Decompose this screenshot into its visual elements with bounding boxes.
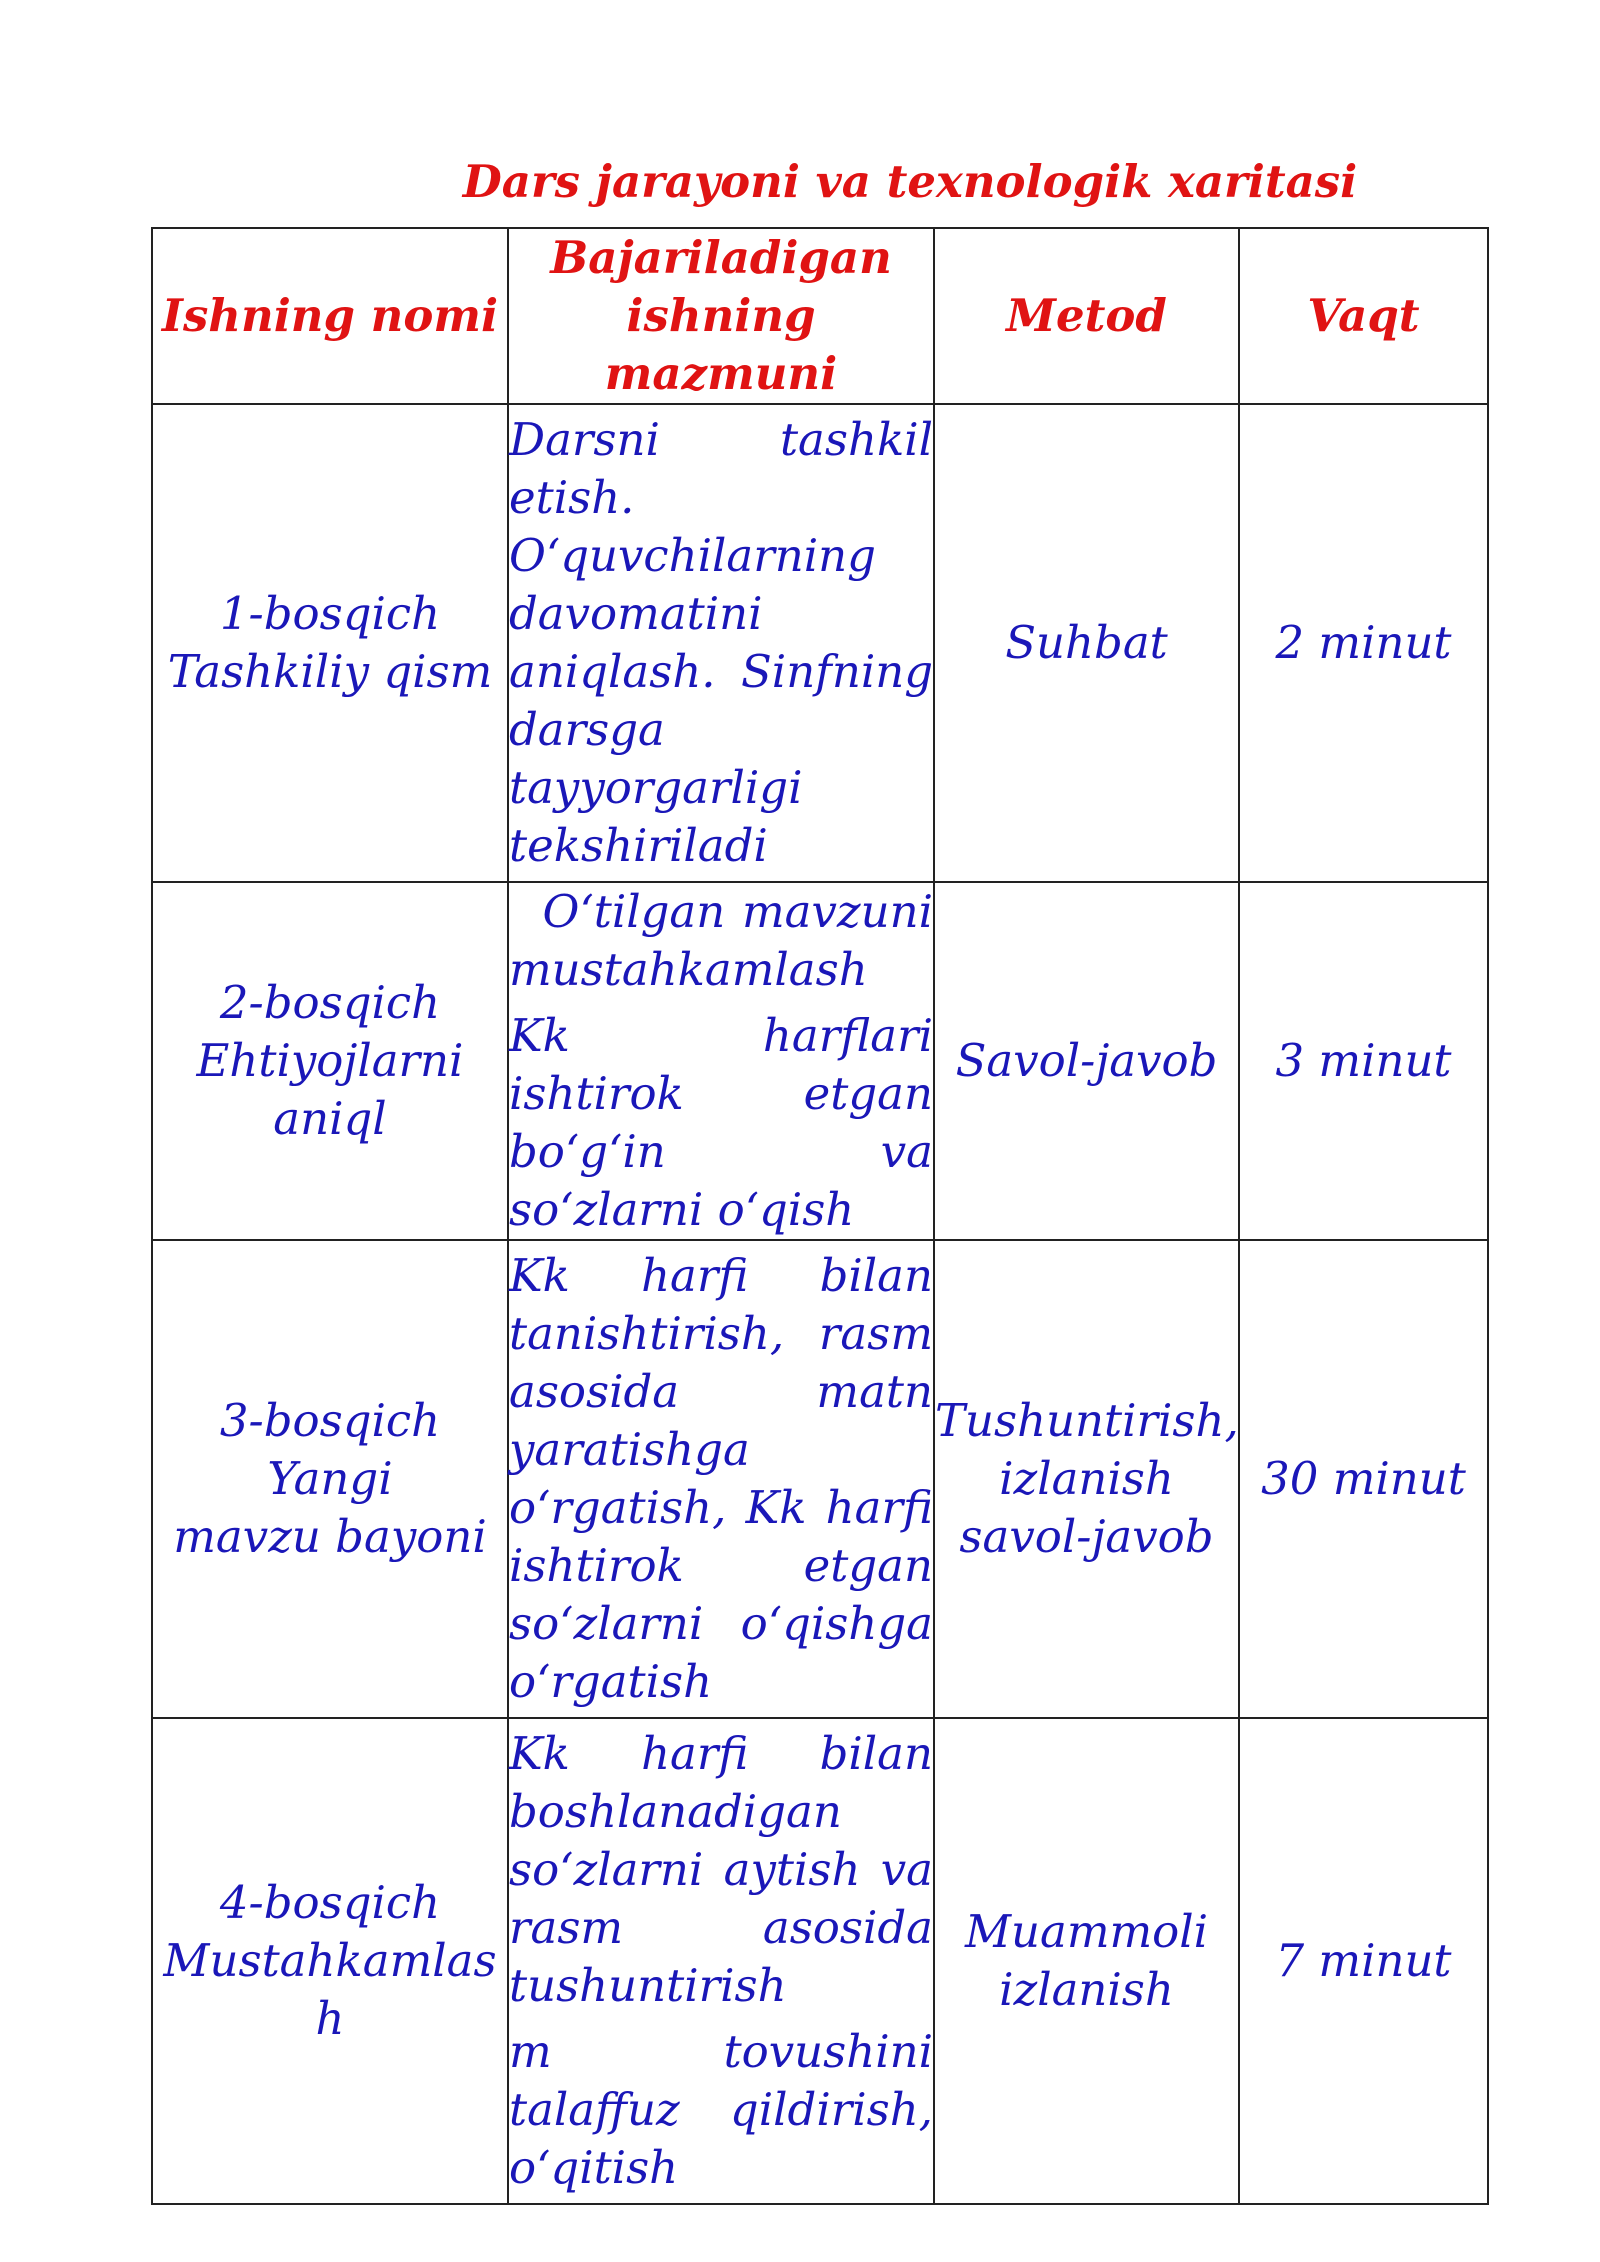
method-line: izlanish <box>999 1452 1174 1505</box>
stage-name-line: 3-bosqich Yangi <box>219 1394 441 1505</box>
table-row <box>152 1718 1488 2204</box>
lesson-plan-table <box>151 227 1489 2205</box>
method-line: Suhbat <box>1005 616 1168 669</box>
stage-content-cell <box>508 1718 934 2204</box>
stage-name-line: aniql <box>273 1092 387 1145</box>
stage-name-line: Mustahkamlas <box>163 1934 497 1987</box>
header-content: Bajariladigan ishning mazmuni <box>508 228 934 404</box>
stage-content-cell <box>508 1240 934 1718</box>
stage-name-line: 1-bosqich <box>219 587 441 640</box>
stage-name-line: Tashkiliy qism <box>167 645 493 698</box>
stage-name-cell <box>152 1718 508 2204</box>
time-cell: 2 minut <box>1239 404 1488 882</box>
stage-content-cell <box>508 404 934 882</box>
header-name: Ishning nomi <box>152 228 508 404</box>
method-line: Muammoli <box>964 1905 1209 1958</box>
method-cell <box>934 1718 1239 2204</box>
method-cell <box>934 404 1239 882</box>
table-row <box>152 1240 1488 1718</box>
stage-name-line: 4-bosqich <box>219 1876 441 1929</box>
table-row <box>152 882 1488 1240</box>
time-cell: 7 minut <box>1239 1718 1488 2204</box>
stage-name-line: Ehtiyojlarni <box>196 1034 464 1087</box>
method-cell <box>934 1240 1239 1718</box>
method-cell <box>934 882 1239 1240</box>
stage-name-cell <box>152 404 508 882</box>
stage-name-cell <box>152 1240 508 1718</box>
stage-name-line: 2-bosqich <box>219 976 441 1029</box>
stage-content-cell <box>508 882 934 1240</box>
content-paragraph: O‘tilgan mavzuni mustahkamlash <box>509 885 933 996</box>
table-row <box>152 404 1488 882</box>
table-header-row <box>152 228 1488 404</box>
header-method: Metod <box>934 228 1239 404</box>
header-time: Vaqt <box>1239 228 1488 404</box>
content-paragraph: m tovushini talaffuz qildirish, o‘qitish <box>509 2025 933 2194</box>
stage-name-line: mavzu bayoni <box>173 1510 487 1563</box>
method-line: izlanish <box>999 1963 1174 2016</box>
method-line: Savol-javob <box>955 1034 1218 1087</box>
page-title: Dars jarayoni va texnologik xaritasi <box>462 155 1358 208</box>
content-paragraph: Kk harflari ishtirok etgan bo‘g‘in va so‘zlarni o‘qish <box>509 1009 933 1236</box>
method-line: Tushuntirish, <box>935 1394 1239 1447</box>
time-cell: 30 minut <box>1239 1240 1488 1718</box>
content-paragraph: Darsni tashkil etish. O‘quvchilarning davomatini aniqlash. Sinfning darsga tayyorgarligi tekshiriladi <box>509 413 933 872</box>
stage-name-cell <box>152 882 508 1240</box>
method-line: savol-javob <box>959 1510 1214 1563</box>
time-cell: 3 minut <box>1239 882 1488 1240</box>
content-paragraph: Kk harfi bilan boshlanadigan so‘zlarni aytish va rasm asosida tushuntirish <box>509 1727 933 2012</box>
stage-name-line: h <box>315 1992 345 2045</box>
content-paragraph: Kk harfi bilan tanishtirish, rasm asosida matn yaratishga o‘rgatish, Kk harfi ishtirok etgan so‘zlarni o‘qishga o‘rgatish <box>509 1249 933 1708</box>
